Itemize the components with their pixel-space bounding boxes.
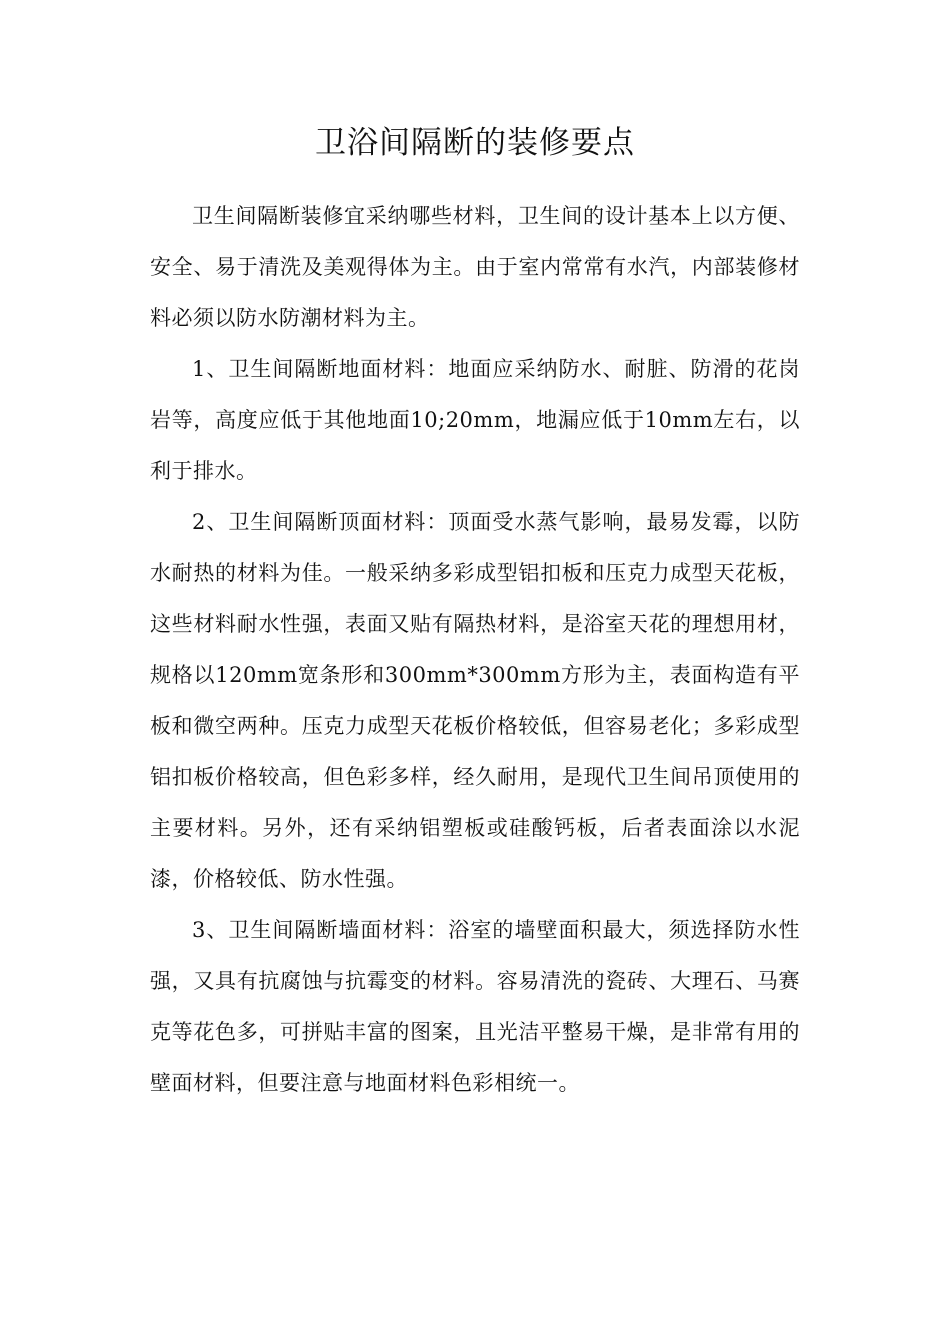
page-title: 卫浴间隔断的装修要点	[315, 125, 635, 161]
paragraph-wall-materials: 3、卫生间隔断墙面材料：浴室的墙壁面积最大，须选择防水性强，又具有抗腐蚀与抗霉变的材料。容易清洗的瓷砖、大理石、马赛克等花色多，可拼贴丰富的图案，且光洁平整易干燥，是非常有用的壁面材料，但要注意与地面材料色彩相统一。	[150, 918, 800, 1095]
paragraph-floor-materials: 1、卫生间隔断地面材料：地面应采纳防水、耐脏、防滑的花岗岩等，高度应低于其他地面10;20mm，地漏应低于10mm左右，以利于排水。	[150, 357, 800, 483]
document-body	[150, 191, 800, 1109]
paragraph-ceiling-materials: 2、卫生间隔断顶面材料：顶面受水蒸气影响，最易发霉，以防水耐热的材料为佳。一般采纳多彩成型铝扣板和压克力成型天花板，这些材料耐水性强，表面又贴有隔热材料，是浴室天花的理想用材，规格以120mm宽条形和300mm*300mm方形为主，表面构造有平板和微空两种。压克力成型天花板价格较低，但容易老化；多彩成型铝扣板价格较高，但色彩多样，经久耐用，是现代卫生间吊顶使用的主要材料。另外，还有采纳铝塑板或硅酸钙板，后者表面涂以水泥漆，价格较低、防水性强。	[150, 510, 800, 891]
paragraph-intro: 卫生间隔断装修宜采纳哪些材料，卫生间的设计基本上以方便、安全、易于清洗及美观得体为主。由于室内常常有水汽，内部装修材料必须以防水防潮材料为主。	[150, 204, 800, 330]
